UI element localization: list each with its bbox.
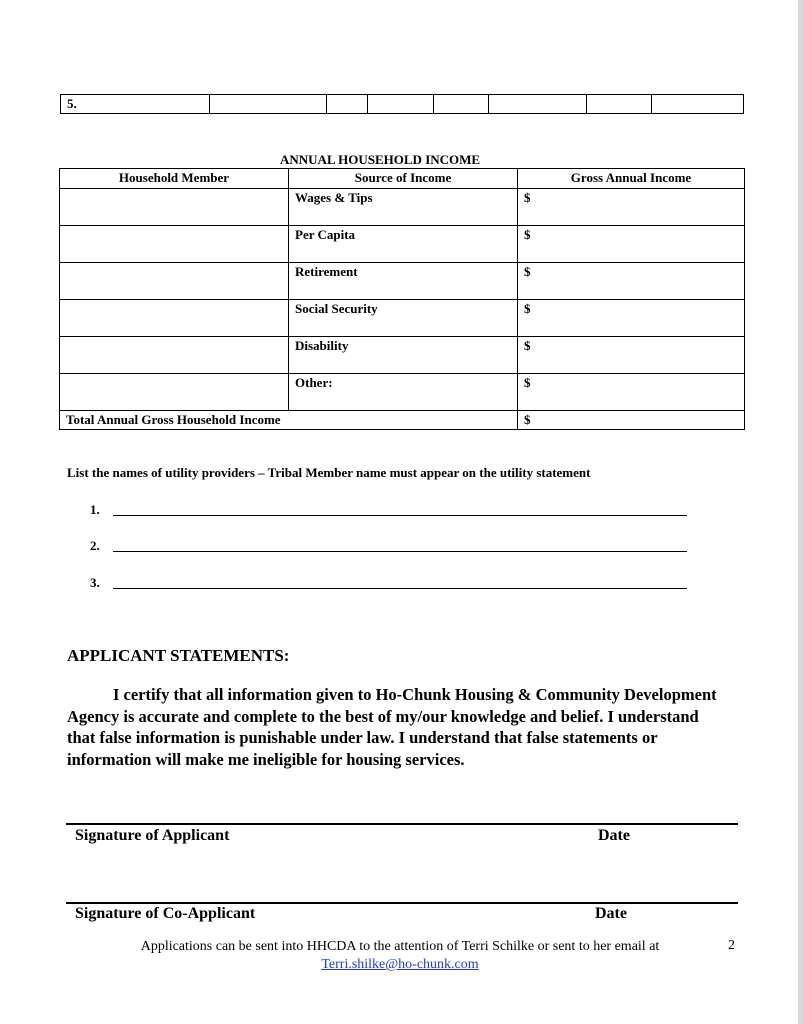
household-member-cell[interactable] xyxy=(60,189,289,226)
email-link[interactable]: Terri.shilke@ho-chunk.com xyxy=(321,957,479,972)
table-row xyxy=(60,374,745,411)
table-cell[interactable] xyxy=(586,95,587,113)
income-table-title: ANNUAL HOUSEHOLD INCOME xyxy=(280,152,481,167)
utility-input-line[interactable] xyxy=(113,588,687,589)
applicant-signature-label: Signature of Applicant xyxy=(75,827,230,844)
applicant-date-label: Date xyxy=(598,827,630,844)
utility-heading: List the names of utility providers – Tribal Member name must appear on the utility statement xyxy=(67,465,591,480)
footer-text: Applications can be sent into HHCDA to the attention of Terri Schilke or sent to her email at xyxy=(140,939,660,954)
income-amount[interactable]: $ xyxy=(518,226,745,263)
income-amount[interactable]: $ xyxy=(518,337,745,374)
table-cell[interactable] xyxy=(488,95,489,113)
applicant-signature-line[interactable] xyxy=(66,823,738,825)
table-row xyxy=(60,337,745,374)
household-member-cell[interactable] xyxy=(60,226,289,263)
income-source: Social Security xyxy=(289,300,518,337)
income-source: Per Capita xyxy=(289,226,518,263)
page-edge xyxy=(798,0,803,1024)
statements-text: I certify that all information given to Ho-Chunk Housing & Community Development Agency is accurate and complete to the best of my/our knowledge and belief. I understand that false information is punishable under law. I understand that false statements or information will make me ineligible for housing services. xyxy=(67,685,717,769)
statements-heading: APPLICANT STATEMENTS: xyxy=(67,646,290,665)
table-row xyxy=(60,300,745,337)
total-amount[interactable]: $ xyxy=(518,411,745,430)
income-source: Retirement xyxy=(289,263,518,300)
income-amount[interactable]: $ xyxy=(518,189,745,226)
income-amount[interactable]: $ xyxy=(518,374,745,411)
coapplicant-signature-label: Signature of Co-Applicant xyxy=(75,905,256,922)
table-cell[interactable] xyxy=(209,95,210,113)
table-row xyxy=(60,189,745,226)
total-row xyxy=(60,411,745,430)
household-table-row-5 xyxy=(60,94,744,114)
table-row xyxy=(60,226,745,263)
header-household-member: Household Member xyxy=(60,169,289,189)
utility-input-line[interactable] xyxy=(113,551,687,552)
coapplicant-signature-line[interactable] xyxy=(66,902,738,904)
total-label: Total Annual Gross Household Income xyxy=(60,411,518,430)
table-cell[interactable] xyxy=(326,95,327,113)
household-member-cell[interactable] xyxy=(60,374,289,411)
coapplicant-date-label: Date xyxy=(595,905,627,922)
income-source: Wages & Tips xyxy=(289,189,518,226)
table-cell[interactable] xyxy=(367,95,368,113)
table-row xyxy=(60,263,745,300)
utility-number: 1. xyxy=(90,502,100,517)
household-member-cell[interactable] xyxy=(60,337,289,374)
table-cell[interactable] xyxy=(651,95,652,113)
footer xyxy=(60,938,740,974)
utility-number: 2. xyxy=(90,538,100,553)
utility-number: 3. xyxy=(90,575,100,590)
household-member-cell[interactable] xyxy=(60,300,289,337)
income-source: Disability xyxy=(289,337,518,374)
utility-line-2[interactable] xyxy=(90,538,100,554)
statements-body xyxy=(67,684,727,770)
income-amount[interactable]: $ xyxy=(518,263,745,300)
income-table-header xyxy=(60,169,745,189)
page-number: 2 xyxy=(728,938,735,953)
income-table xyxy=(59,168,745,430)
table-cell[interactable] xyxy=(433,95,434,113)
income-source: Other: xyxy=(289,374,518,411)
utility-input-line[interactable] xyxy=(113,515,687,516)
utility-line-1[interactable] xyxy=(90,502,100,518)
row-number: 5. xyxy=(67,96,77,111)
income-amount[interactable]: $ xyxy=(518,300,745,337)
header-gross-annual-income: Gross Annual Income xyxy=(518,169,745,189)
household-member-cell[interactable] xyxy=(60,263,289,300)
utility-line-3[interactable] xyxy=(90,575,100,591)
header-source-of-income: Source of Income xyxy=(289,169,518,189)
